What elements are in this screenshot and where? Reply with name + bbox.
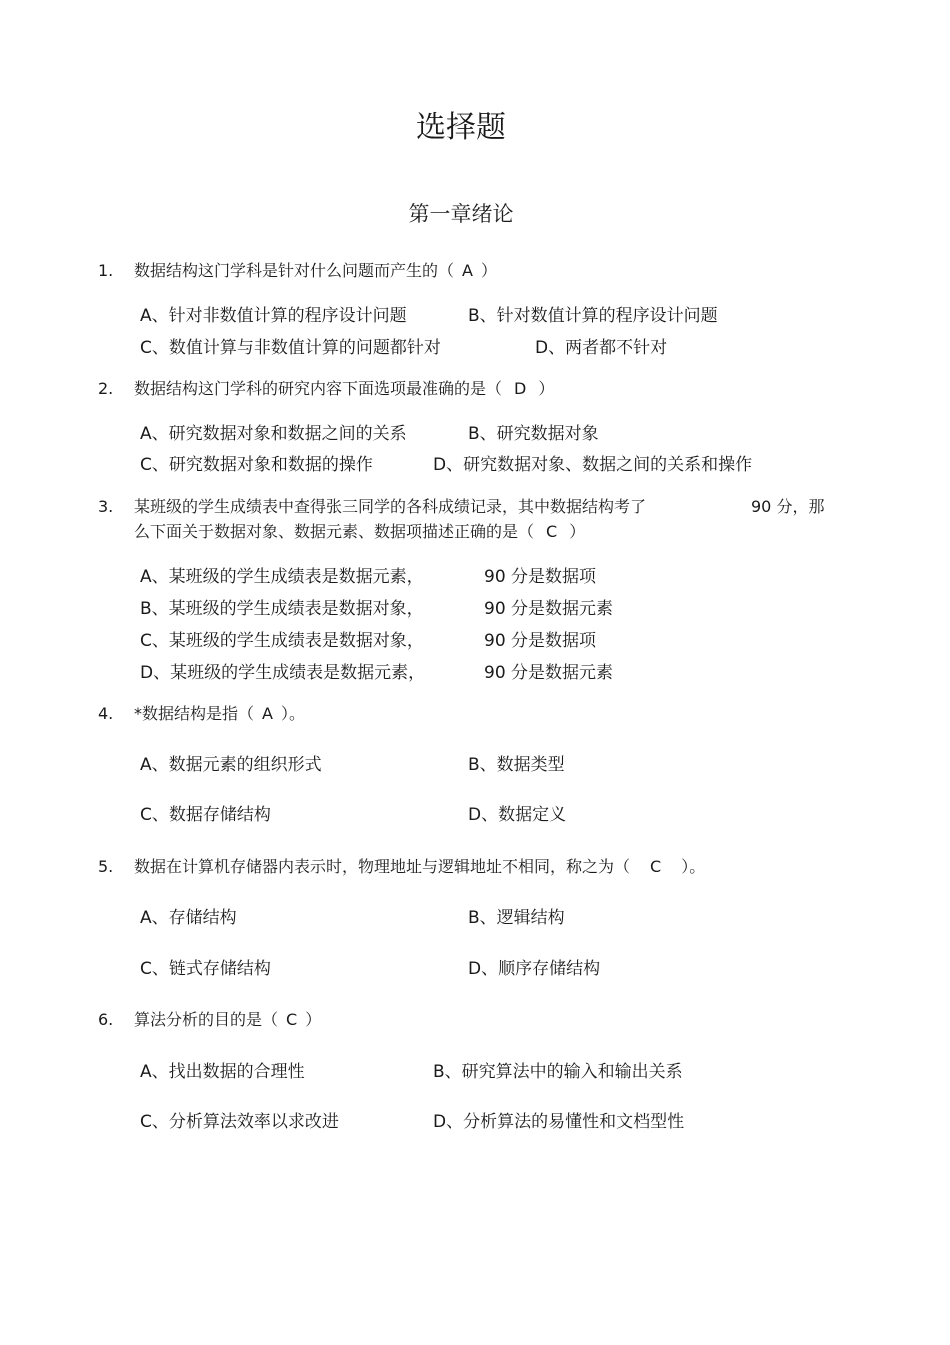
option-b: B、研究算法中的输入和输出关系 [433,1062,683,1082]
option-b-left: B、某班级的学生成绩表是数据对象， [140,599,424,619]
answer-value: C [546,522,558,541]
option-c: C、数值计算与非数值计算的问题都针对 [140,338,441,358]
option-c: C、链式存储结构 [140,959,271,979]
option-a: A、研究数据对象和数据之间的关系 [140,424,407,444]
option-d: D、研究数据对象、数据之间的关系和操作 [433,455,753,475]
option-c: C、数据存储结构 [140,805,271,825]
question-number: 1. [98,261,114,280]
question-text: 算法分析的目的是（ C ） [134,1008,321,1032]
question-text: 数据在计算机存储器内表示时，物理地址与逻辑地址不相同，称之为（ C ）。 [134,855,705,879]
option-b-right: 90 分是数据元素 [484,599,614,619]
option-a-left: A、某班级的学生成绩表是数据元素， [140,567,424,587]
answer-value: C [286,1010,298,1029]
answer-value: A [262,704,273,723]
option-a: A、针对非数值计算的程序设计问题 [140,306,407,326]
option-a-right: 90 分是数据项 [484,567,597,587]
question-number: 4. [98,704,114,723]
chapter-heading: 第一章绪论 [408,202,514,226]
option-c-left: C、某班级的学生成绩表是数据对象， [140,631,424,651]
question-number: 6. [98,1010,114,1029]
option-d: D、分析算法的易懂性和文档型性 [433,1112,685,1132]
answer-value: D [514,379,527,398]
option-b: B、针对数值计算的程序设计问题 [468,306,718,326]
question-number: 2. [98,379,114,398]
option-d: D、两者都不针对 [535,338,668,358]
option-b: B、逻辑结构 [468,908,565,928]
option-a: A、数据元素的组织形式 [140,755,322,775]
question-number: 5. [98,857,114,876]
question-text-line2: 么下面关于数据对象、数据元素、数据项描述正确的是（ C ） [134,520,585,544]
option-c: C、分析算法效率以求改进 [140,1112,339,1132]
page-title: 选择题 [416,110,506,145]
answer-value: C [650,857,662,876]
question-text-score: 90 分，那 [751,497,825,516]
option-d-right: 90 分是数据元素 [484,663,614,683]
question-text-line1: 某班级的学生成绩表中查得张三同学的各科成绩记录，其中数据结构考了 [134,497,647,516]
option-b: B、研究数据对象 [468,424,599,444]
question-text: 数据结构这门学科是针对什么问题而产生的（ A ） [134,259,497,283]
question-text: *数据结构是指（ A ）。 [134,702,305,726]
question-number: 3. [98,497,114,516]
option-b: B、数据类型 [468,755,565,775]
option-d: D、数据定义 [468,805,567,825]
option-d: D、顺序存储结构 [468,959,601,979]
option-c: C、研究数据对象和数据的操作 [140,455,373,475]
answer-value: A [462,261,473,280]
option-c-right: 90 分是数据项 [484,631,597,651]
option-a: A、找出数据的合理性 [140,1062,305,1082]
question-text: 数据结构这门学科的研究内容下面选项最准确的是（ D ） [134,377,554,401]
option-a: A、存储结构 [140,908,237,928]
option-d-left: D、某班级的学生成绩表是数据元素， [140,663,426,683]
